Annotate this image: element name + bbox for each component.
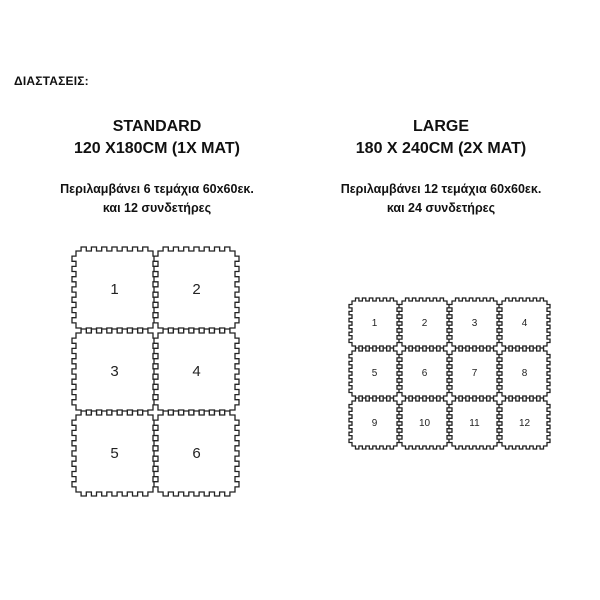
large-title: LARGE bbox=[413, 118, 469, 135]
mat-tile-number: 3 bbox=[110, 363, 119, 380]
standard-mat-grid bbox=[72, 247, 239, 496]
mat-tile bbox=[499, 348, 550, 399]
mat-tile bbox=[349, 398, 400, 449]
mat-tile bbox=[349, 298, 400, 349]
mat-tile bbox=[449, 348, 500, 399]
mat-tile-number: 5 bbox=[371, 368, 378, 379]
standard-desc-line2: και 12 συνδετήρες bbox=[102, 201, 212, 215]
mat-tile bbox=[72, 411, 157, 496]
mat-tile-number: 5 bbox=[110, 445, 119, 462]
large-desc-line1: Περιλαμβάνει 12 τεμάχια 60x60εκ. bbox=[340, 182, 542, 196]
mat-tile-number: 8 bbox=[521, 368, 528, 379]
dimensions-heading: ΔΙΑΣΤΑΣΕΙΣ: bbox=[14, 74, 89, 88]
mat-tile bbox=[399, 298, 450, 349]
mat-tile-number: 1 bbox=[371, 318, 378, 329]
mat-tile bbox=[499, 398, 550, 449]
mat-tile bbox=[72, 247, 157, 332]
standard-title: STANDARD bbox=[112, 118, 202, 135]
large-size: 180 X 240CM (2X MAT) bbox=[355, 140, 527, 157]
mat-tile-number: 4 bbox=[192, 363, 201, 380]
mat-tile-number: 10 bbox=[418, 418, 431, 429]
mat-tile bbox=[154, 247, 239, 332]
mat-tile bbox=[349, 348, 400, 399]
mat-tile bbox=[399, 398, 450, 449]
mat-tile-number: 2 bbox=[192, 281, 201, 298]
mat-tile-number: 1 bbox=[110, 281, 119, 298]
mat-tile bbox=[154, 329, 239, 414]
mat-tile-number: 12 bbox=[518, 418, 531, 429]
mat-tile-number: 4 bbox=[521, 318, 528, 329]
mat-tile bbox=[399, 348, 450, 399]
standard-size: 120 X180CM (1X MAT) bbox=[74, 140, 240, 157]
mat-tile-number: 2 bbox=[421, 318, 428, 329]
mat-tile bbox=[449, 298, 500, 349]
mat-tile-number: 6 bbox=[421, 368, 428, 379]
mat-tile bbox=[72, 329, 157, 414]
mat-tile bbox=[499, 298, 550, 349]
mat-tile-number: 3 bbox=[471, 318, 478, 329]
standard-desc-line1: Περιλαμβάνει 6 τεμάχια 60x60εκ. bbox=[60, 182, 254, 196]
mat-tile-number: 9 bbox=[371, 418, 378, 429]
mat-tile-number: 7 bbox=[471, 368, 478, 379]
large-desc-line2: και 24 συνδετήρες bbox=[386, 201, 496, 215]
mat-tile bbox=[449, 398, 500, 449]
mat-tile-number: 11 bbox=[469, 418, 480, 429]
mat-tile-number: 6 bbox=[192, 445, 201, 462]
large-mat-grid bbox=[349, 298, 550, 449]
mat-tile bbox=[154, 411, 239, 496]
